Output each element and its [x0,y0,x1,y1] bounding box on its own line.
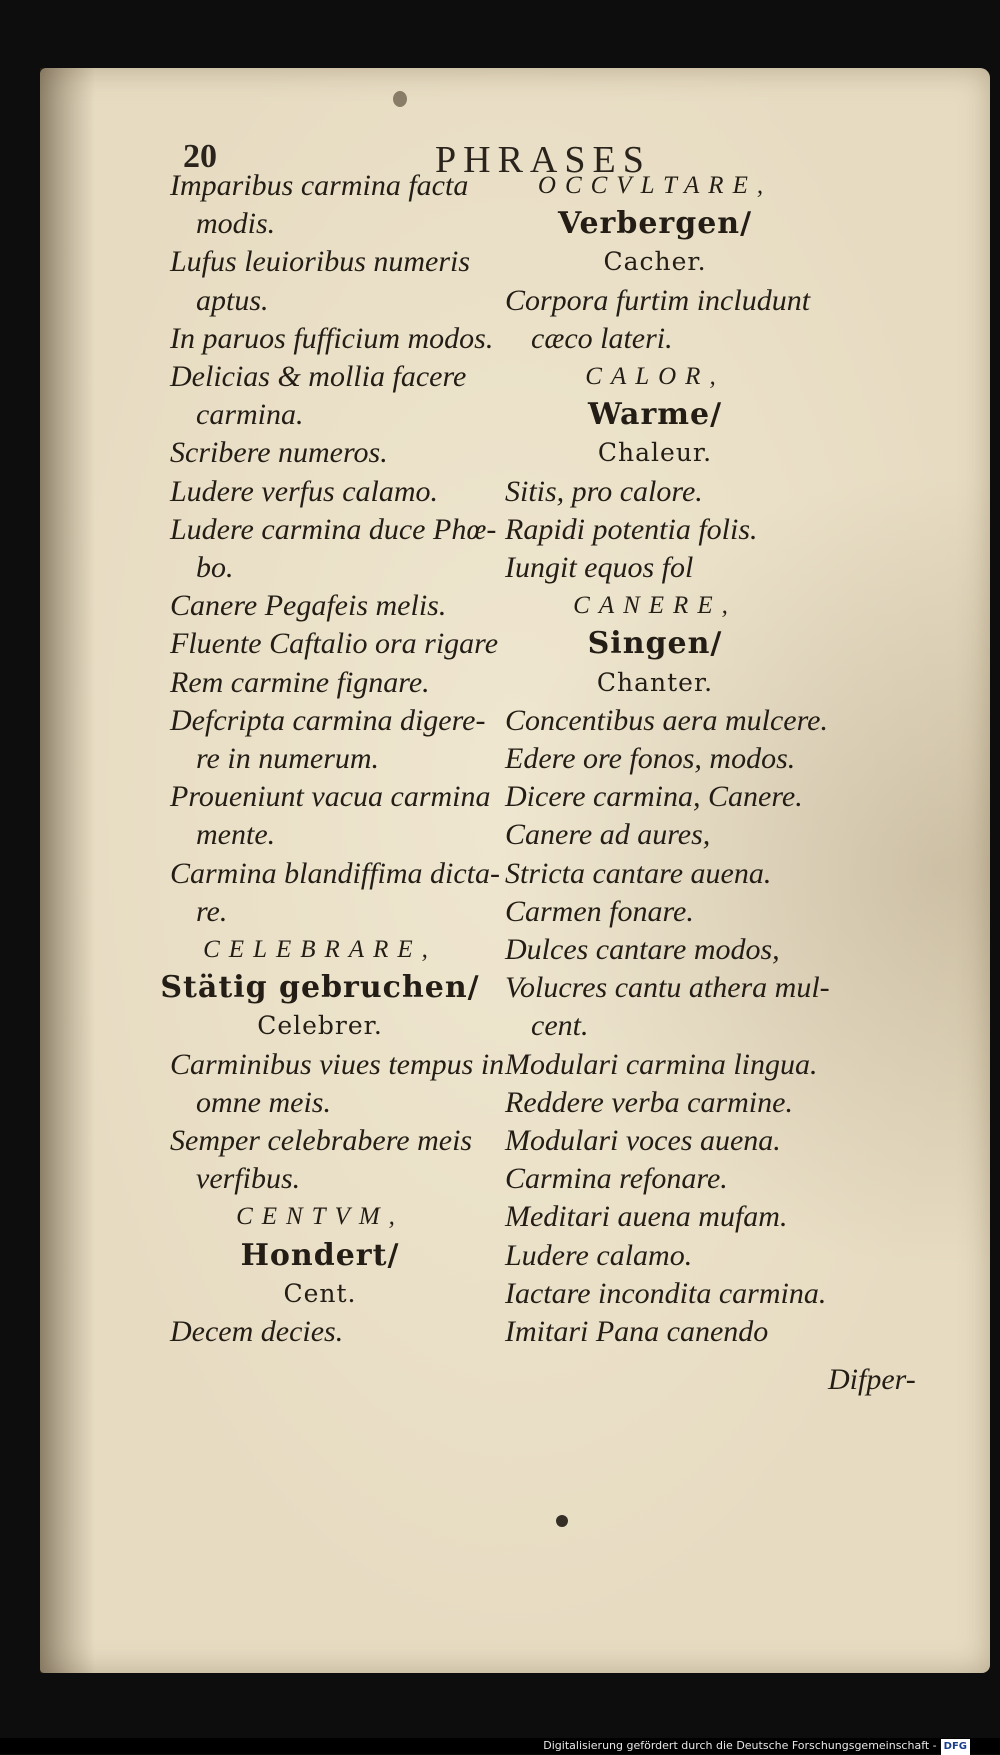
catchword: Difper- [828,1363,916,1396]
text-line: re. [196,894,228,928]
text-line: carmina. [196,398,304,432]
text-line: Iungit equos fol [505,551,694,584]
text-line: Ludere verfus calamo. [170,474,439,508]
text-line: Delicias & mollia facere [170,360,467,393]
text-line: Imparibus carmina facta [170,169,469,202]
text-line: Stricta cantare auena. [505,856,772,890]
text-line: Modulari carmina lingua. [505,1047,818,1081]
section-heading: CELEBRARE, [203,936,437,963]
text-line: Volucres cantu athera mul- [505,971,830,1005]
text-line: aptus. [196,283,269,317]
text-line: Dulces cantare modos, [505,933,780,966]
german-gloss: Singen/ [587,626,723,662]
text-line: Concentibus aera mulcere. [505,703,828,737]
text-line: modis. [196,207,276,241]
text-line: Carmina blandiffima dicta- [170,856,500,890]
page-gutter-shadow [40,68,95,1673]
page-number: 20 [183,138,217,175]
text-line: Fluente Caftalio ora rigare [170,627,499,661]
text-line: Defcripta carmina digere- [170,703,486,737]
dfg-badge: DFG [941,1739,970,1755]
text-line: Modulari voces auena. [505,1124,781,1157]
text-line: Imitari Pana canendo [505,1315,769,1348]
german-gloss: Warme/ [587,397,723,433]
digitization-credit [543,1738,970,1755]
text-line: Semper celebrabere meis [170,1124,473,1157]
text-line: Ludere calamo. [505,1238,693,1272]
text-line: Meditari auena mufam. [505,1200,788,1234]
text-line: Sitis, pro calore. [505,474,703,508]
text-line: Carmina refonare. [505,1162,728,1196]
book-page [40,68,990,1673]
german-gloss: Verbergen/ [557,206,753,242]
text-line: Lufus leuioribus numeris [170,245,471,279]
running-head: PHRASES [435,139,651,181]
text-line: Scribere numeros. [170,436,388,470]
credit-text: Digitalisierung gefördert durch die Deutsche Forschungsgemeinschaft - [543,1739,937,1752]
text-line: Ludere carmina duce Phœ- [170,512,497,546]
text-line: verfibus. [196,1162,301,1196]
ink-dot [556,1515,568,1527]
section-heading: CANERE, [573,592,737,620]
text-line: In paruos fufficium modos. [170,321,494,355]
text-line: re in numerum. [196,742,380,775]
french-gloss: Celebrer. [257,1011,383,1041]
text-line: Proueniunt vacua carmina [170,780,491,814]
text-line: cæco lateri. [531,321,673,355]
section-heading: CALOR, [585,363,725,390]
text-line: Rem carmine fignare. [170,665,430,699]
text-line: Corpora furtim includunt [505,283,811,317]
french-gloss: Chanter. [596,667,714,697]
german-gloss: Stätig gebruchen/ [160,970,480,1006]
section-heading: CENTVM, [236,1203,404,1231]
text-line: omne meis. [196,1085,331,1119]
text-line: Dicere carmina, Canere. [505,780,803,814]
text-line: cent. [531,1009,589,1043]
french-gloss: Chaleur. [597,438,713,468]
text-line: Carmen fonare. [505,894,694,928]
text-line: Rapidi potentia folis. [505,512,758,546]
section-heading: OCCVLTARE, [537,172,773,199]
text-line: Carminibus viues tempus in [170,1047,505,1081]
text-line: Canere Pegafeis melis. [170,589,447,623]
text-line: Reddere verba carmine. [505,1085,793,1119]
ink-smudge [393,91,407,107]
text-line: mente. [196,818,276,852]
text-line: Canere ad aures, [505,818,711,852]
french-gloss: Cacher. [603,247,707,277]
text-line: bo. [196,551,234,584]
french-gloss: Cent. [283,1278,357,1308]
text-line: Decem decies. [170,1315,344,1348]
text-line: Edere ore fonos, modos. [505,742,796,775]
german-gloss: Hondert/ [240,1237,400,1273]
text-line: Iactare incondita carmina. [505,1276,827,1310]
